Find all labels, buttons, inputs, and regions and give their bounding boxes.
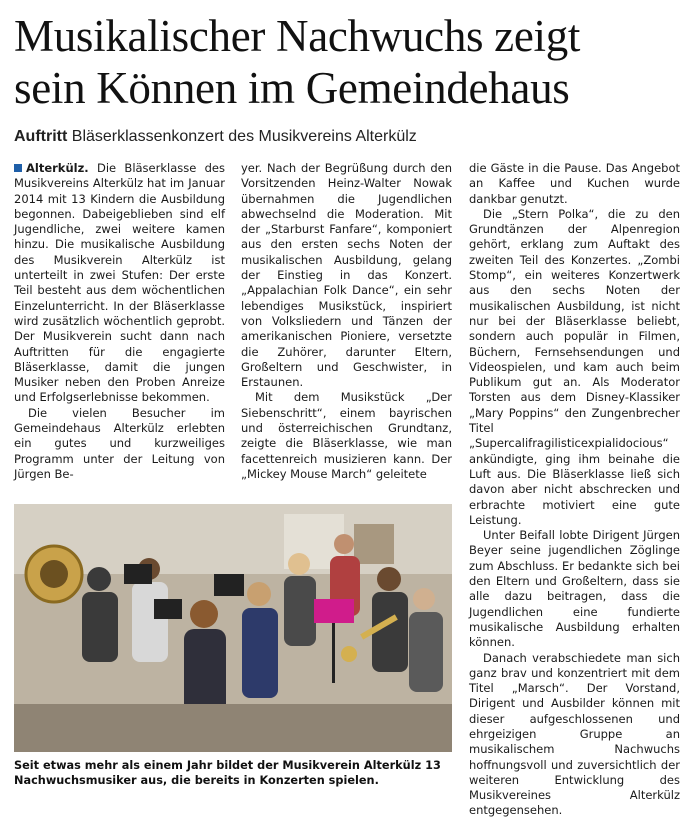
dateline: Alterkülz. bbox=[26, 161, 89, 175]
paragraph: yer. Nach der Begrüßung durch den Vorsitzenden Heinz-Walter Nowak übernahmen die Jugendlichen abwechselnd die Moderation. Mit der „Starburst Fanfare“, komponiert aus den ersten sechs Noten der musikalischen Ausbildung, gelang der Einstieg in das Konzert. „Appalachian Folk Dance“, ein sehr lebendiges Musikstück, inspiriert von Volksliedern und Tänzen der amerikanischen Pioniere, versetzte die Zuhörer, darunter Eltern, Großeltern und Geschwister, in Erstaunen. bbox=[241, 161, 452, 390]
paragraph: Die vielen Besucher im Gemeindehaus Alterkülz erlebten ein gutes und kurzweiliges Programm unter der Leitung von Jürgen Be- bbox=[14, 405, 225, 481]
headline-line-2: sein Können im Gemeindehaus bbox=[14, 63, 570, 113]
article-column-3 bbox=[469, 161, 680, 819]
paragraph: Mit dem Musikstück „Der Siebenschritt“, einem bayrischen und österreichischen Grundtanz, zeigte die Bläserklasse, wie man facettenreich musizieren kann. Der „Mickey Mouse March“ geleitete bbox=[241, 390, 452, 481]
article-column-2 bbox=[241, 161, 452, 482]
paragraph: die Gäste in die Pause. Das Angebot an Kaffee und Kuchen wurde dankbar genutzt. bbox=[469, 161, 680, 206]
section-marker-icon bbox=[14, 164, 22, 172]
headline bbox=[14, 10, 679, 114]
paragraph: Alterkülz. Die Bläserklasse des Musikvereins Alterkülz hat im Januar 2014 mit 13 Kindern die Ausbildung begonnen. Dabeigeblieben sind elf Jugendliche, zwei weitere kamen hinzu. Die musikalische Ausbildung des Musikverein Alterkülz ist unterteilt in zwei Stufen: Der erste Teil besteht aus dem wöchentlichen Einzelunterricht. In der Bläserklasse wird zusätzlich wöchentlich geprobt. Der Musikverein sucht dann nach Auftritten für die engagierte Bläserklasse, damit die jungen Musiker neben den Proben Anreize und Erfolgserlebnisse bekommen. bbox=[14, 161, 225, 405]
subheadline bbox=[14, 127, 679, 147]
kicker: Auftritt bbox=[14, 128, 68, 145]
article-photo bbox=[14, 504, 452, 752]
photo-caption: Seit etwas mehr als einem Jahr bildet der Musikverein Alterkülz 13 Nachwuchsmusiker aus, die bereits in Konzerten spielen. bbox=[14, 759, 441, 787]
article-column-1 bbox=[14, 161, 225, 482]
paragraph: Unter Beifall lobte Dirigent Jürgen Beyer seine jugendlichen Zöglinge zum Abschluss. Er bedankte sich bei den Eltern und Großeltern, dass sie alle dazu beitragen, dass die Jugendlichen eine fundierte musikalische Ausbildung erhalten können. bbox=[469, 528, 680, 650]
paragraph: Danach verabschiedete man sich ganz brav und konzentriert mit dem Titel „Marsch“. Der Vorstand, Dirigent und Ausbilder können mit dieser aufgeschlossenen und ehrgeizigen Gruppe an musikalischem Nachwuchs hoffnungsvoll und zuversichtlich der weiteren Entwicklung des Musikvereines Alterkülz entgegensehen. bbox=[469, 650, 680, 818]
subtitle: Bläserklassenkonzert des Musikvereins Alterkülz bbox=[71, 128, 417, 145]
paragraph: Die „Stern Polka“, die zu den Grundtänzen der Alpenregion gehört, erklang zum Auftakt des zweiten Teil des Konzertes. „Zombi Stomp“, ein weiteres Konzertwerk aus den sechs Noten der musikalischen Ausbildung, ist nicht nur bei der Bläserklasse beliebt, sondern auch populär in Filmen, Büchern, Fernsehsendungen und Videospielen, und kam auch beim Publikum gut an. Als Moderator Torsten aus dem Disney-Klassiker „Mary Poppins“ den Zungenbrecher Titel „Supercalifragilisticexpialidocious“ ankündigte, ging ihm beinahe die Luft aus. Die Bläserklasse ließ sich davon aber nicht abschrecken und erbrachte motiviert eine gute Leistung. bbox=[469, 206, 680, 527]
headline-line-1: Musikalischer Nachwuchs zeigt bbox=[14, 11, 581, 61]
band-photo-illustration bbox=[14, 504, 452, 752]
